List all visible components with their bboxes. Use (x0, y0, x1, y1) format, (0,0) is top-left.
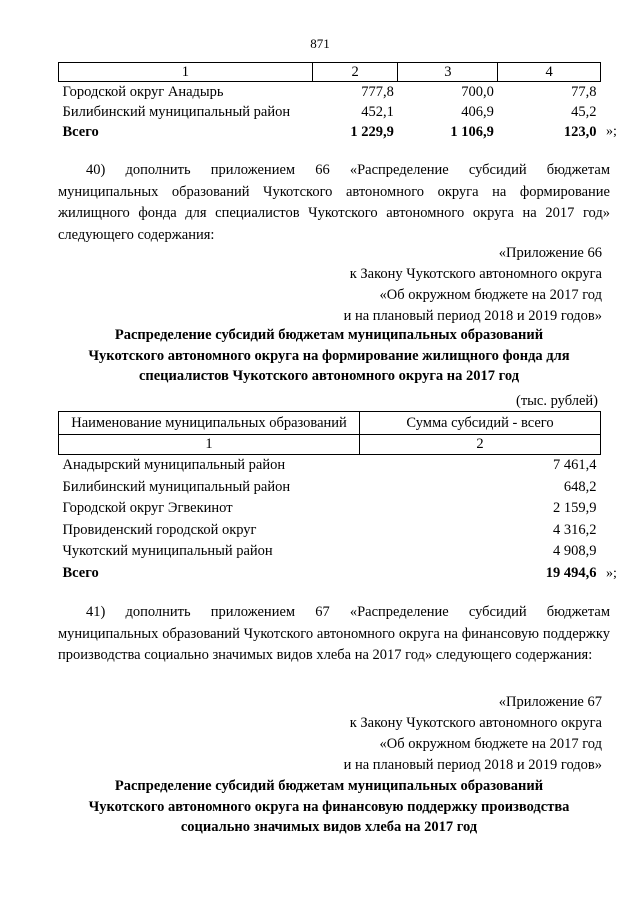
municipality-name: Анадырский муниципальный район (62, 457, 286, 473)
municipality-name: Городской округ Анадырь (62, 84, 224, 100)
column-number: 1 (59, 435, 360, 455)
table-1 (58, 62, 601, 142)
total-row (59, 563, 601, 585)
municipality-name: Билибинский муниципальный район (62, 104, 291, 120)
section-text: дополнить приложением 67 «Распределение субсидий бюджетам муниципальных образований Чукотского автономного округа на финансовую поддержку производства социально значимых видов хлеба на 2017 год» следующего содержания: (58, 604, 610, 663)
municipality-name: Билибинский муниципальный район (62, 478, 291, 495)
section-40-paragraph (58, 160, 610, 246)
total-value: 19 494,6 (545, 564, 597, 581)
value-cell: 4 908,9 (553, 543, 597, 559)
appendix-66-reference (344, 243, 602, 327)
title-line: Распределение субсидий бюджетам муниципальных образований (114, 778, 544, 794)
appendix-line: «Приложение 66 (498, 245, 602, 261)
value-cell: 648,2 (563, 478, 597, 495)
section-number: 41) (86, 604, 106, 620)
column-number: 2 (360, 435, 601, 455)
table-header-row (59, 63, 601, 82)
table-2 (58, 411, 601, 584)
total-row (59, 122, 601, 142)
appendix-67-reference (344, 692, 602, 776)
column-numbers-row (59, 435, 601, 455)
appendix-line: к Закону Чукотского автономного округа (349, 715, 602, 731)
value-cell: 777,8 (361, 84, 394, 100)
appendix-line: и на плановый период 2018 и 2019 годов» (343, 757, 602, 773)
appendix-line: «Об окружном бюджете на 2017 год (379, 736, 602, 752)
municipality-name: Чукотский муниципальный район (62, 543, 273, 559)
table-header-row (59, 412, 601, 435)
section-text: дополнить приложением 66 «Распределение субсидий бюджетам муниципальных образований Чукотского автономного округа на формирование жилищного фонда для специалистов Чукотского автономного округа на 2017 год» следующего содержания: (58, 162, 610, 243)
total-label: Всего (62, 124, 99, 140)
closing-quote: »; (606, 124, 617, 139)
value-cell: 7 461,4 (553, 457, 597, 473)
table-row (59, 82, 601, 103)
total-value: 1 106,9 (450, 124, 494, 140)
column-number: 1 (59, 63, 313, 82)
table-row (59, 455, 601, 477)
section-number: 40) (86, 162, 106, 178)
total-value: 1 229,9 (350, 124, 394, 140)
column-header: Наименование муниципальных образований (59, 412, 360, 435)
appendix-66-title (40, 325, 618, 387)
value-cell: 700,0 (461, 84, 494, 100)
value-cell: 4 316,2 (553, 521, 597, 538)
closing-quote: »; (606, 566, 617, 581)
table-row (59, 498, 601, 520)
page-number: 871 (310, 36, 330, 51)
title-line: Чукотского автономного округа на формирование жилищного фонда для (88, 347, 570, 364)
value-cell: 45,2 (571, 104, 597, 120)
appendix-line: «Об окружном бюджете на 2017 год (379, 287, 602, 303)
value-cell: 2 159,9 (553, 500, 597, 516)
appendix-line: и на плановый период 2018 и 2019 годов» (343, 308, 602, 324)
table-row (59, 477, 601, 499)
appendix-67-title (40, 776, 618, 838)
section-41-paragraph (58, 602, 610, 667)
total-value: 123,0 (563, 124, 597, 140)
appendix-line: «Приложение 67 (498, 694, 602, 710)
column-number: 3 (398, 63, 498, 82)
title-line: Распределение субсидий бюджетам муниципальных образований (114, 327, 544, 343)
column-number: 2 (312, 63, 398, 82)
municipality-name: Провиденский городской округ (62, 521, 257, 538)
unit-label: (тыс. рублей) (516, 393, 598, 409)
value-cell: 452,1 (361, 104, 394, 120)
column-header: Сумма субсидий - всего (360, 412, 601, 435)
municipality-name: Городской округ Эгвекинот (62, 500, 233, 516)
table-row (59, 520, 601, 542)
title-line: Чукотского автономного округа на финансовую поддержку производства (88, 798, 570, 815)
value-cell: 406,9 (461, 104, 494, 120)
total-label: Всего (62, 564, 99, 581)
table-row (59, 102, 601, 122)
appendix-line: к Закону Чукотского автономного округа (349, 266, 602, 282)
value-cell: 77,8 (571, 84, 597, 100)
title-line: специалистов Чукотского автономного округа на 2017 год (138, 368, 520, 384)
column-number: 4 (498, 63, 601, 82)
table-row (59, 541, 601, 563)
title-line: социально значимых видов хлеба на 2017 год (180, 819, 478, 835)
